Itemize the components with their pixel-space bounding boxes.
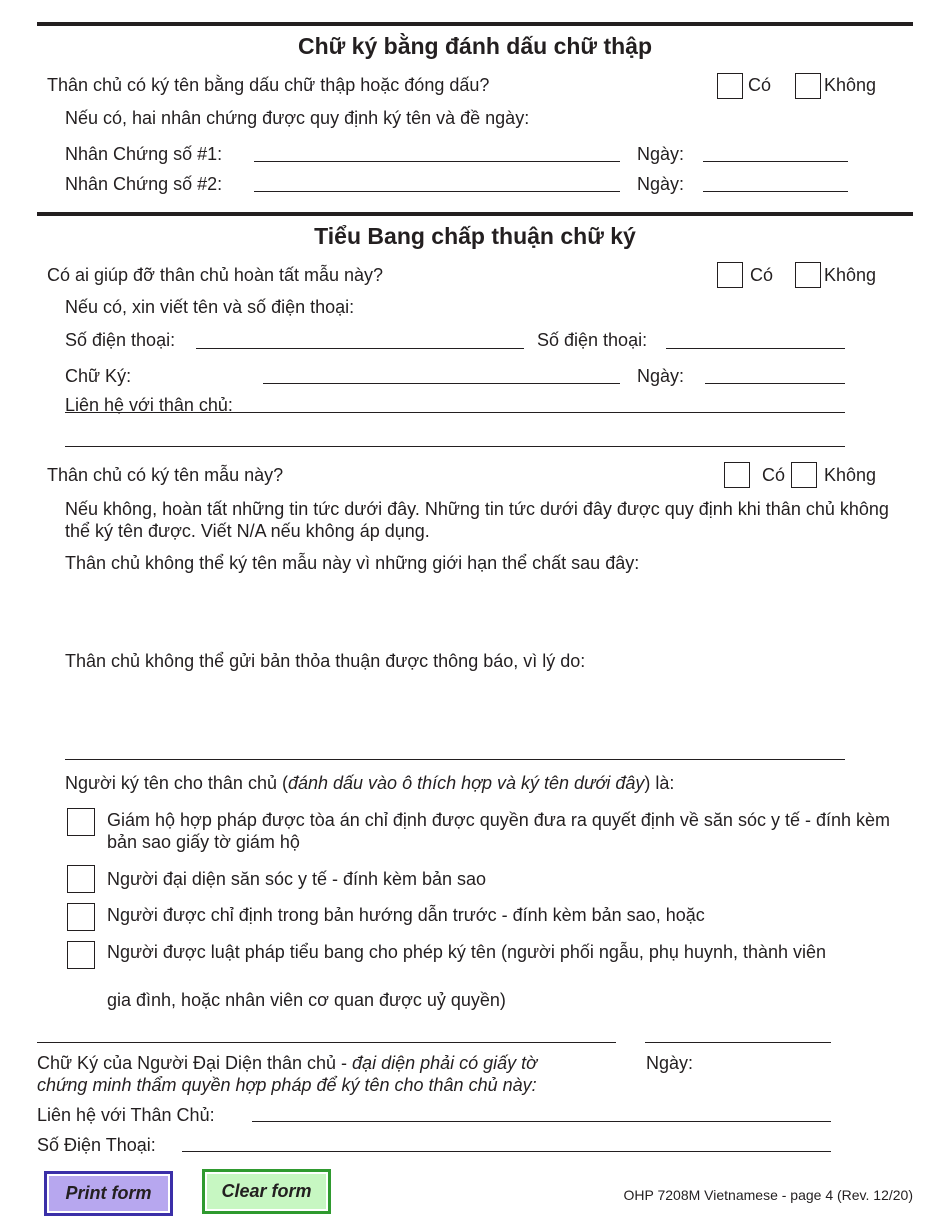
helper-phone1-line[interactable] xyxy=(196,348,524,349)
helper-signature-label: Chữ Ký: xyxy=(65,366,132,386)
helper-no-checkbox[interactable] xyxy=(795,262,821,288)
physical-limits-label: Thân chủ không thể ký tên mẫu này vì những giới hạn thể chất sau đây: xyxy=(65,553,640,573)
client-signed-no-label: Không xyxy=(824,465,877,485)
helper-no-label: Không xyxy=(824,265,877,285)
client-signed-no-checkbox[interactable] xyxy=(791,462,817,488)
rep-date-label: Ngày: xyxy=(646,1053,694,1073)
clear-form-button[interactable]: Clear form xyxy=(202,1169,331,1214)
rep-date-line[interactable] xyxy=(645,1042,831,1043)
helper-yes-label: Có xyxy=(750,265,774,285)
section2-rule xyxy=(37,212,913,216)
cross-mark-question: Thân chủ có ký tên bằng dấu chữ thập hoặc đóng dấu? xyxy=(47,75,490,95)
witness2-label: Nhân Chứng số #2: xyxy=(65,174,223,194)
section1-title: Chữ ký bằng đánh dấu chữ thập xyxy=(297,33,653,59)
cannot-send-line[interactable] xyxy=(65,759,845,760)
rep-phone-label: Số Điện Thoại: xyxy=(37,1135,156,1155)
helper-yes-checkbox[interactable] xyxy=(717,262,743,288)
rep-phone-line[interactable] xyxy=(182,1151,831,1152)
helper-phone2-label: Số điện thoại: xyxy=(537,330,648,350)
helper-phone1-label: Số điện thoại: xyxy=(65,330,176,350)
option-advance-directive-label: Người được chỉ định trong bản hướng dẫn trước - đính kèm bản sao, hoặc xyxy=(107,905,705,925)
witness1-signature-line[interactable] xyxy=(254,161,620,162)
not-signed-instruction: Nếu không, hoàn tất những tin tức dưới đây. Những tin tức dưới đây được quy định khi thân chủ không thể ký tên được. Viết N/A nếu không áp dụng. xyxy=(65,499,889,541)
rep-relationship-line[interactable] xyxy=(252,1121,831,1122)
cross-mark-no-checkbox[interactable] xyxy=(795,73,821,99)
witness1-date-line[interactable] xyxy=(703,161,848,162)
print-form-button[interactable]: Print form xyxy=(44,1171,173,1216)
helper-instruction: Nếu có, xin viết tên và số điện thoại: xyxy=(65,297,355,317)
helper-signature-line[interactable] xyxy=(263,383,620,384)
client-signed-yes-label: Có xyxy=(762,465,786,485)
option-healthcare-rep-label: Người đại diện săn sóc y tế - đính kèm bản sao xyxy=(107,869,487,889)
option-guardian-label: Giám hộ hợp pháp được tòa án chỉ định được quyền đưa ra quyết định về săn sóc y tế - đính kèm bản sao giấy tờ giám hộ xyxy=(107,810,890,852)
helper-question: Có ai giúp đỡ thân chủ hoàn tất mẫu này? xyxy=(47,265,384,285)
signer-heading: Người ký tên cho thân chủ (đánh dấu vào ô thích hợp và ký tên dưới đây) là: xyxy=(65,773,675,793)
client-signed-yes-checkbox[interactable] xyxy=(724,462,750,488)
rep-signature-label: Chữ Ký của Người Đại Diện thân chủ - đại diện phải có giấy tờ chứng minh thẩm quyền hợp pháp để ký tên cho thân chủ này: xyxy=(37,1053,538,1095)
helper-relationship-line-2[interactable] xyxy=(65,446,845,447)
top-rule xyxy=(37,22,913,26)
cross-mark-no-label: Không xyxy=(824,75,877,95)
helper-relationship-line[interactable] xyxy=(65,412,845,413)
option-healthcare-rep-checkbox[interactable] xyxy=(67,865,95,893)
option-state-law-label: Người được luật pháp tiểu bang cho phép ký tên (người phối ngẫu, phụ huynh, thành viên xyxy=(107,942,827,962)
option-advance-directive-checkbox[interactable] xyxy=(67,903,95,931)
rep-relationship-label: Liên hệ với Thân Chủ: xyxy=(37,1105,215,1125)
cross-mark-yes-label: Có xyxy=(748,75,772,95)
helper-phone2-line[interactable] xyxy=(666,348,845,349)
helper-relationship-label: Liên hệ với thân chủ: xyxy=(65,395,233,415)
witness1-date-label: Ngày: xyxy=(637,144,685,164)
witness2-signature-line[interactable] xyxy=(254,191,620,192)
client-signed-question: Thân chủ có ký tên mẫu này? xyxy=(47,465,284,485)
option-state-law-checkbox[interactable] xyxy=(67,941,95,969)
option-state-law-label-cont: gia đình, hoặc nhân viên cơ quan được uỷ quyền) xyxy=(107,990,506,1010)
witness2-date-line[interactable] xyxy=(703,191,848,192)
rep-signature-line[interactable] xyxy=(37,1042,616,1043)
witness2-date-label: Ngày: xyxy=(637,174,685,194)
section2-title: Tiểu Bang chấp thuận chữ ký xyxy=(314,223,636,249)
helper-date-label: Ngày: xyxy=(637,366,685,386)
cannot-send-label: Thân chủ không thể gửi bản thỏa thuận được thông báo, vì lý do: xyxy=(65,651,586,671)
cross-mark-yes-checkbox[interactable] xyxy=(717,73,743,99)
witness-instruction: Nếu có, hai nhân chứng được quy định ký tên và đề ngày: xyxy=(65,108,530,128)
form-footer: OHP 7208M Vietnamese - page 4 (Rev. 12/20) xyxy=(623,1187,913,1203)
option-guardian-checkbox[interactable] xyxy=(67,808,95,836)
witness1-label: Nhân Chứng số #1: xyxy=(65,144,223,164)
helper-date-line[interactable] xyxy=(705,383,845,384)
